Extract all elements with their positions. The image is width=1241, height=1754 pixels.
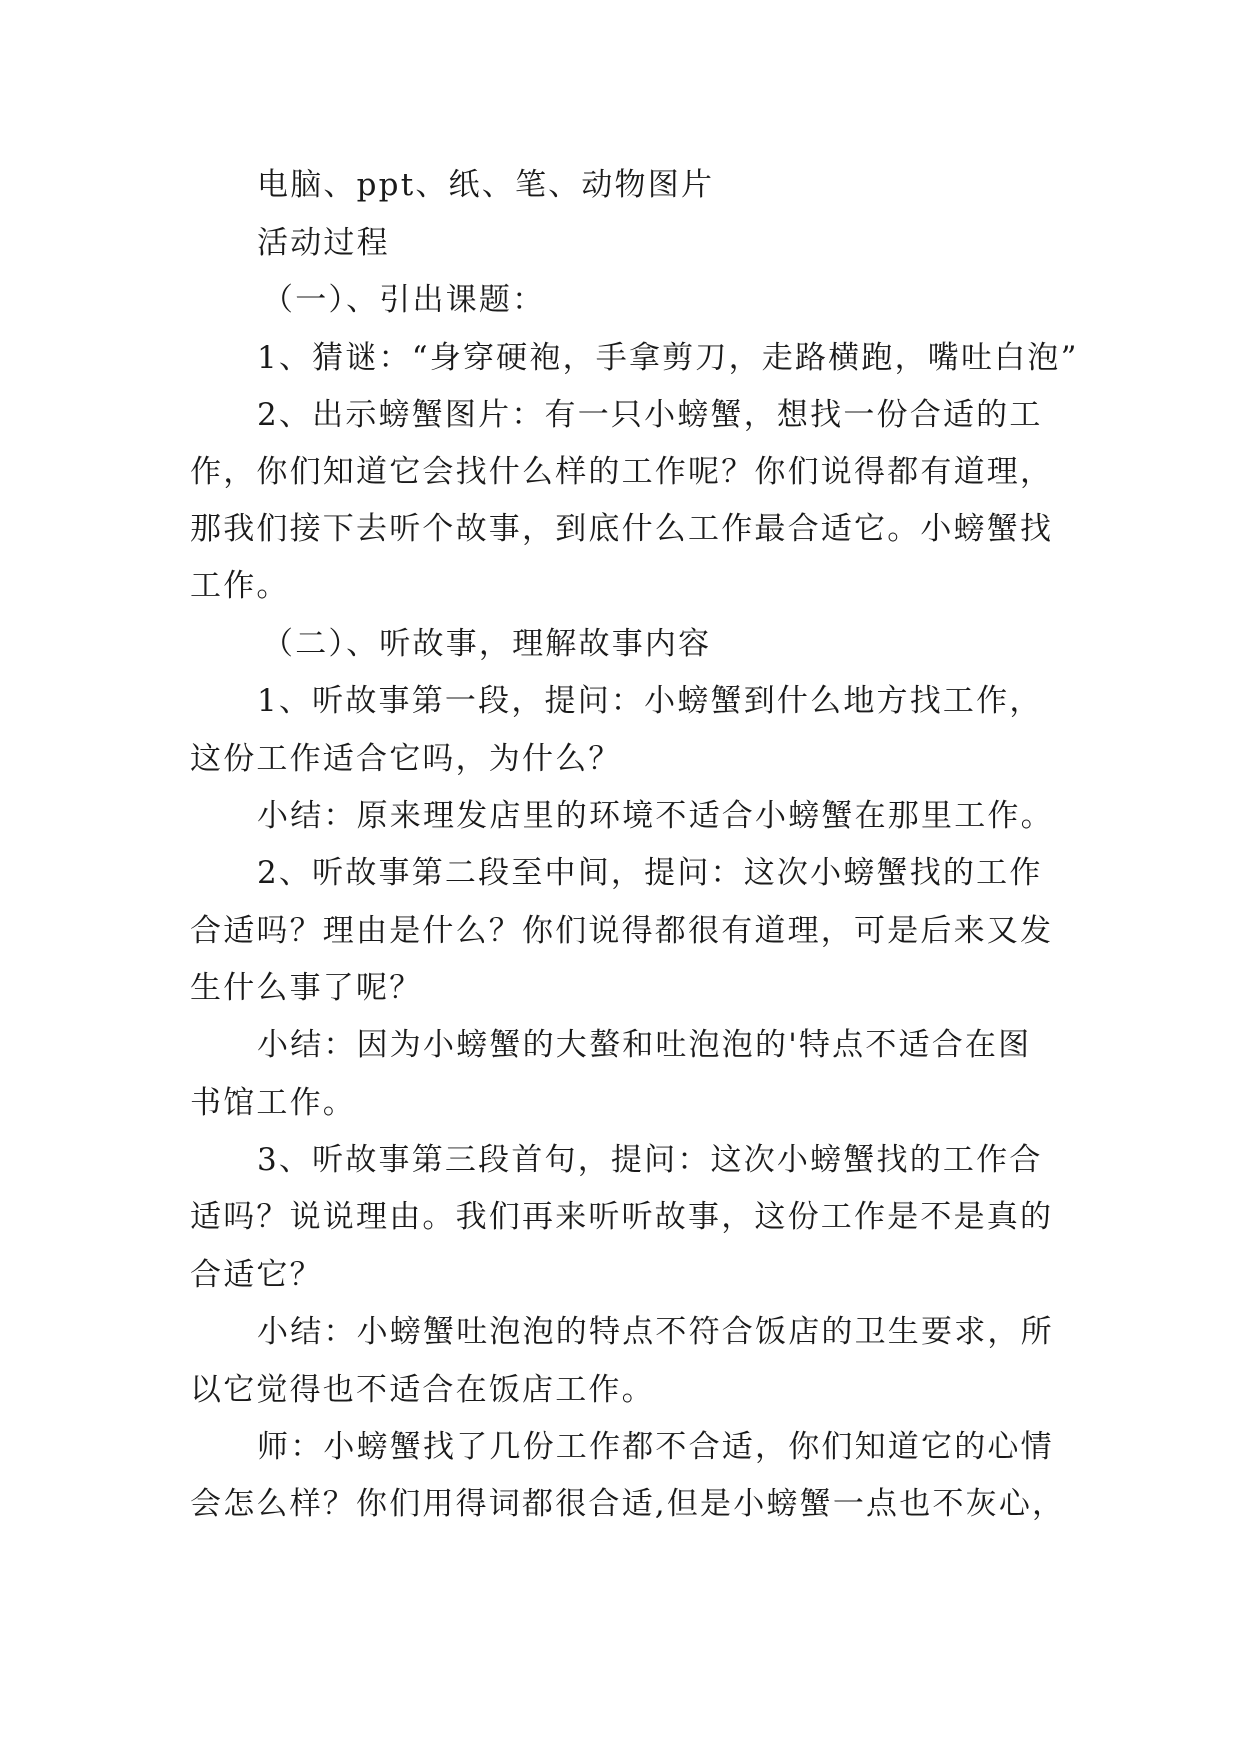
paragraph-line: 作，你们知道它会找什么样的工作呢？你们说得都有道理， [190,454,1054,490]
paragraph-line: 适吗？说说理由。我们再来听听故事，这份工作是不是真的 [190,1199,1054,1235]
paragraph-line: 工作。 [190,568,290,604]
paragraph-line: 2、听故事第二段至中间，提问：这次小螃蟹找的工作 [257,855,1043,891]
paragraph-line: 会怎么样？你们用得词都很合适,但是小螃蟹一点也不灰心， [190,1486,1066,1522]
paragraph-line: 3、听故事第三段首句，提问：这次小螃蟹找的工作合 [257,1142,1043,1178]
paragraph-line: 1、听故事第一段，提问：小螃蟹到什么地方找工作， [257,683,1043,719]
paragraph-line: 2、出示螃蟹图片：有一只小螃蟹，想找一份合适的工 [257,397,1043,433]
paragraph-line: 1、猜谜：“身穿硬袍，手拿剪刀，走路横跑，嘴吐白泡” [257,340,1079,376]
paragraph-line: 合适它？ [190,1257,323,1293]
paragraph-line: 这份工作适合它吗，为什么？ [190,741,622,777]
materials-line: 电脑、ppt、纸、笔、动物图片 [257,167,715,203]
section-heading-one: （一）、引出课题： [262,282,546,318]
paragraph-line: 生什么事了呢？ [190,970,423,1006]
paragraph-line: 合适吗？理由是什么？你们说得都很有道理，可是后来又发 [190,913,1054,949]
summary-line: 小结：小螃蟹吐泡泡的特点不符合饭店的卫生要求，所 [257,1314,1054,1350]
summary-line: 小结：因为小螃蟹的大螯和吐泡泡的'特点不适合在图 [257,1027,1032,1063]
teacher-line: 师：小螃蟹找了几份工作都不合适，你们知道它的心情 [257,1429,1054,1465]
paragraph-line: 那我们接下去听个故事，到底什么工作最合适它。小螃蟹找 [190,511,1054,547]
paragraph-line: 以它觉得也不适合在饭店工作。 [190,1372,655,1408]
section-heading-two: （二）、听故事，理解故事内容 [262,626,712,662]
section-heading-activity-process: 活动过程 [257,225,390,261]
paragraph-line: 书馆工作。 [190,1085,356,1121]
summary-line: 小结：原来理发店里的环境不适合小螃蟹在那里工作。 [257,798,1054,834]
